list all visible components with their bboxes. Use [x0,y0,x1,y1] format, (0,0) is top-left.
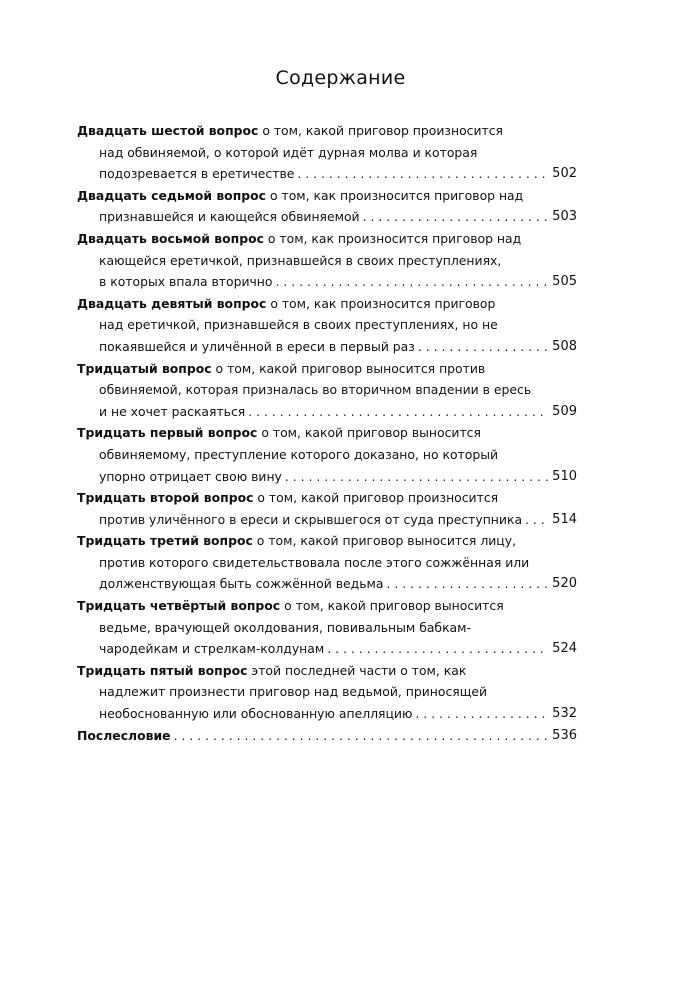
toc-entry-text: обвиняемой, которая призналась во вторичном впадении в ересь [99,382,532,398]
toc-entry-line [77,552,577,574]
toc-entry [77,120,577,185]
toc-entry-line [77,185,577,207]
toc-entry [77,358,577,423]
toc-entry [77,185,577,228]
toc-entry-line [77,422,577,444]
toc-entry-text: против уличённого в ереси и скрывшегося от суда преступника [99,511,523,527]
toc-entry-text: против которого свидетельствовала после этого сожжённая или [99,554,530,570]
toc-entry-line [77,228,577,250]
toc-entry-text: в которых впала вторично [99,274,273,290]
toc-entry-line [77,163,577,185]
toc-entry-heading: Тридцатый вопрос [77,360,212,376]
toc-entry-text: о том, какой приговор выносится против [215,360,486,376]
page-number: 524 [552,641,577,657]
dot-leader [248,401,549,423]
toc-entry-line [77,271,577,293]
toc-entry-heading: Тридцать четвёртый вопрос [77,598,281,614]
toc-entry-text: долженствующая быть сожжённой ведьма [99,576,384,592]
toc-entry-text: ведьме, врачующей околдования, повивальным бабкам- [99,619,471,635]
dot-leader [525,509,549,531]
toc-entry-line [77,314,577,336]
toc-entry-line [77,250,577,272]
toc-entry-text: кающейся еретичкой, признавшейся в своих преступлениях, [99,252,502,268]
toc-entry-line [77,725,577,747]
dot-leader [386,573,549,595]
toc-entry-heading: Тридцать третий вопрос [77,533,253,549]
toc-entry [77,422,577,487]
toc-entry-text: и не хочет раскаяться [99,403,246,419]
toc-entry-heading: Тридцать первый вопрос [77,425,258,441]
toc-entry-line [77,617,577,639]
dot-leader [415,703,549,725]
toc-entry [77,293,577,358]
toc-entry-text: о том, какой приговор выносится [261,425,481,441]
dot-leader [285,466,549,488]
toc-entry-line [77,638,577,660]
toc-entry-line [77,142,577,164]
toc-entry-heading: Тридцать пятый вопрос [77,662,248,678]
page-number: 532 [552,706,577,722]
toc-entry-line [77,336,577,358]
toc-entry-line [77,466,577,488]
toc-entry [77,660,577,725]
page-number: 514 [552,511,577,527]
toc-entry-text: о том, какой приговор произносится [257,490,499,506]
toc-entry-line [77,206,577,228]
page-number: 536 [552,727,577,743]
page-number: 520 [552,576,577,592]
toc-entry-text: необоснованную или обоснованную апелляцию [99,706,413,722]
toc-entry-text: обвиняемому, преступление которого доказано, но который [99,446,499,462]
page-number: 503 [552,209,577,225]
toc-entry-line [77,573,577,595]
toc-entry-line [77,595,577,617]
toc-entry [77,595,577,660]
toc-entry-text: надлежит произнести приговор над ведьмой, приносящей [99,684,488,700]
toc-entry-line [77,530,577,552]
toc-entry [77,487,577,530]
toc-entry [77,228,577,293]
toc-entry-line [77,120,577,142]
toc-entry-text: о том, какой приговор выносится [284,598,504,614]
toc-entry-heading: Двадцать шестой вопрос [77,123,259,138]
toc-entry-text: о том, какой приговор произносится [262,123,504,138]
toc-entry-line [77,444,577,466]
toc-entry-text: о том, какой приговор выносится лицу, [256,533,517,549]
dot-leader [276,271,550,293]
dot-leader [327,638,549,660]
toc-entry-text: над еретичкой, признавшейся в своих преступлениях, но не [99,317,498,333]
toc-entry-text: подозревается в еретичестве [99,166,295,182]
toc-entry [77,725,577,747]
toc-entry-line [77,379,577,401]
page-number: 505 [552,274,577,290]
toc-entry-text: над обвиняемой, о которой идёт дурная молва и которая [99,144,478,160]
dot-leader [297,163,549,185]
toc-entry-line [77,487,577,509]
toc-entry-line [77,509,577,531]
dot-leader [174,725,550,747]
toc-entry-heading: Послесловие [77,727,171,743]
toc-entry-line [77,681,577,703]
toc-entry-line [77,401,577,423]
toc-entry-line [77,293,577,315]
toc-entry-text: о том, как произносится приговор [270,295,496,311]
toc-entry [77,530,577,595]
toc-entry-heading: Двадцать восьмой вопрос [77,230,264,246]
toc-entry-text: чародейкам и стрелкам-колдунам [99,641,325,657]
toc-entry-text: о том, как произносится приговор над [267,230,522,246]
toc-entry-text: признавшейся и кающейся обвиняемой [99,209,360,225]
toc-entry-line [77,358,577,380]
toc-entry-heading: Двадцать девятый вопрос [77,295,267,311]
toc-entry-heading: Тридцать второй вопрос [77,490,254,506]
page-title: Содержание [275,67,406,89]
toc-entry-line [77,703,577,725]
toc-entry-text: покаявшейся и уличённой в ереси в первый раз [99,338,415,354]
dot-leader [363,206,550,228]
page-number: 508 [552,338,577,354]
page-number: 509 [552,403,577,419]
page-number: 510 [552,468,577,484]
dot-leader [418,336,549,358]
toc-entry-text: о том, как произносится приговор над [269,187,524,203]
toc-entry-text: этой последней части о том, как [251,662,467,678]
toc-entry-heading: Двадцать седьмой вопрос [77,187,266,203]
toc-entry-line [77,660,577,682]
table-of-contents [77,120,577,746]
page-number: 502 [552,166,577,182]
toc-entry-text: упорно отрицает свою вину [99,468,282,484]
